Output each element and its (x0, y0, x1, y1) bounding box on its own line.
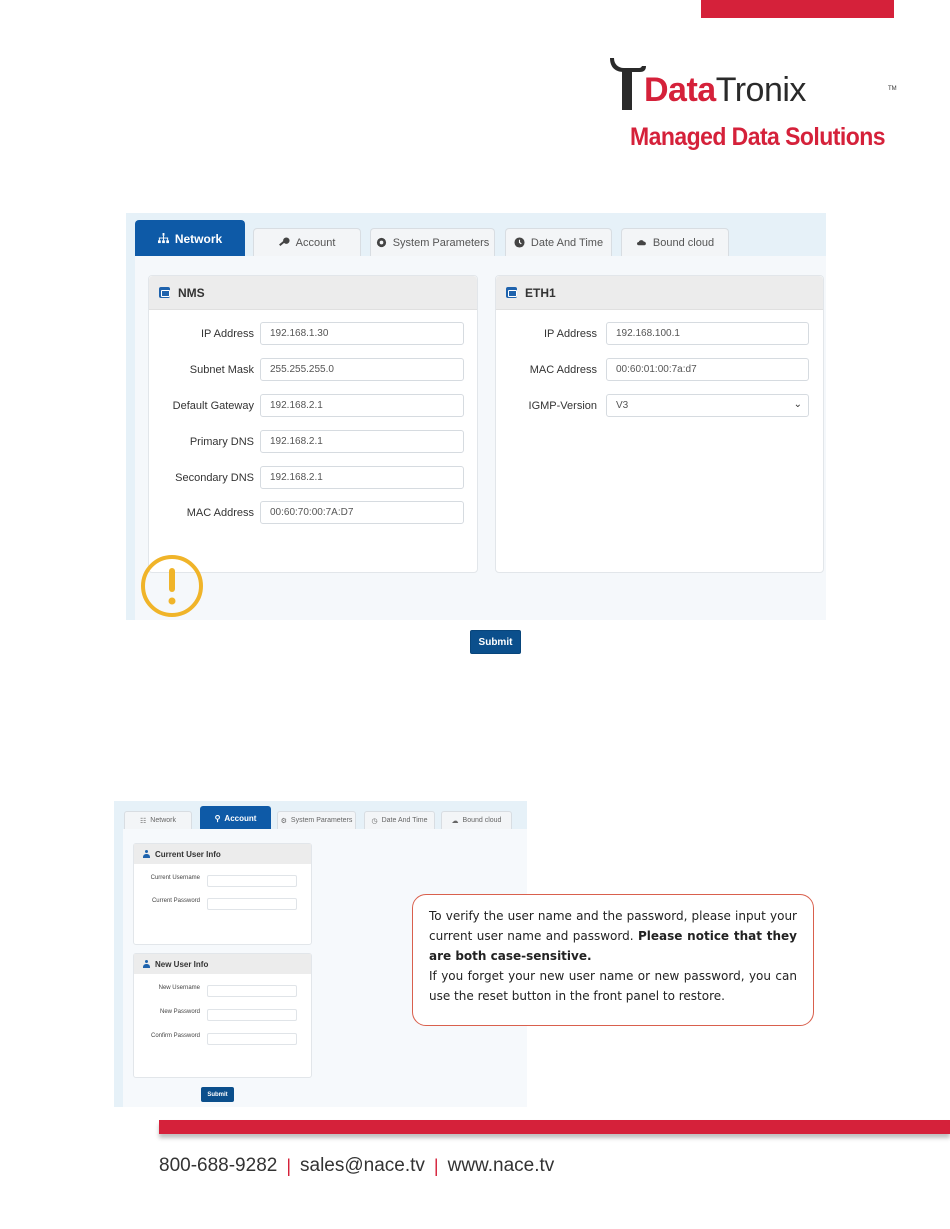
logo-tagline: Managed Data Solutions (630, 123, 885, 151)
separator: | (286, 1155, 292, 1176)
tab-label: Bound cloud (652, 236, 715, 249)
field-label: New Username (158, 985, 200, 991)
new-password-input[interactable] (207, 1009, 297, 1021)
eth1-ip-address-row (496, 322, 597, 345)
submit-button[interactable]: Submit (201, 1087, 234, 1102)
monitor-icon (506, 287, 517, 298)
confirm-password-row (134, 1033, 200, 1045)
field-label: Default Gateway (172, 399, 254, 412)
monitor-icon (159, 287, 170, 298)
new-user-panel-header (134, 954, 311, 974)
field-label: Subnet Mask (189, 363, 254, 376)
tab-label: Bound cloud (462, 817, 502, 824)
user-icon (143, 850, 150, 858)
nms-ip-address-row (149, 322, 254, 345)
field-label: IP Address (544, 327, 597, 340)
nms-primary-dns-row (149, 430, 254, 453)
panel-title: NMS (178, 285, 205, 300)
callout-text: To verify the user name and the password, please input your current user name and password. (429, 909, 797, 943)
sitemap-icon (158, 233, 169, 244)
nms-secondary-dns-input[interactable]: 192.168.2.1 (260, 466, 464, 489)
current-username-input[interactable] (207, 875, 297, 887)
footer-accent-bar (159, 1120, 950, 1134)
field-label: IGMP-Version (528, 399, 597, 412)
confirm-password-input[interactable] (207, 1033, 297, 1045)
nms-panel-header (149, 276, 477, 310)
nms-subnet-mask-input[interactable]: 255.255.255.0 (260, 358, 464, 381)
field-label: Primary DNS (189, 435, 254, 448)
tab-label: System Parameters (290, 817, 353, 824)
tab-label: Account (224, 813, 257, 823)
separator: | (433, 1155, 439, 1176)
current-password-input[interactable] (207, 898, 297, 910)
sitemap-icon: ☷ (140, 817, 147, 825)
nms-ip-address-input[interactable]: 192.168.1.30 (260, 322, 464, 345)
email-link[interactable]: sales@nace.tv (300, 1155, 425, 1176)
top-accent-bar (701, 0, 894, 18)
nms-panel (148, 275, 478, 573)
tab-label: Network (174, 231, 223, 246)
cloud-icon: ☁ (451, 817, 459, 825)
new-username-input[interactable] (207, 985, 297, 997)
user-icon (143, 960, 150, 968)
igmp-version-select[interactable] (606, 394, 809, 417)
current-user-panel (133, 843, 312, 945)
nms-default-gateway-row (149, 394, 254, 417)
nms-subnet-mask-row (149, 358, 254, 381)
field-label: New Password (159, 1009, 200, 1015)
field-label: MAC Address (186, 506, 254, 519)
field-label: Current Password (151, 898, 200, 904)
tab-label: Network (150, 817, 176, 824)
tab-label: Account (295, 236, 336, 249)
key-icon: ⚲ (214, 813, 221, 823)
clock-icon: ◷ (371, 817, 378, 825)
submit-button[interactable]: Submit (470, 630, 521, 654)
website-link[interactable]: www.nace.tv (447, 1155, 555, 1176)
callout-bold-text: Please notice that they are both case-sensitive. (429, 929, 797, 963)
chevron-down-icon: ⌄ (793, 399, 802, 410)
tab-bar (135, 220, 826, 256)
datatronix-logo (606, 52, 896, 152)
tab-bound-cloud[interactable] (441, 811, 512, 829)
callout-paragraph-2: If you forget your new user name or new password, you can use the reset button in the front panel to restore. (429, 969, 797, 1003)
field-label: Secondary DNS (175, 471, 254, 484)
tab-date-and-time[interactable] (505, 228, 612, 256)
clock-icon (514, 237, 525, 248)
nms-default-gateway-input[interactable]: 192.168.2.1 (260, 394, 464, 417)
tab-system-parameters[interactable] (370, 228, 495, 256)
tab-system-parameters[interactable] (277, 811, 356, 829)
current-password-row (134, 898, 200, 910)
eth1-mac-address-input[interactable]: 00:60:01:00:7a:d7 (606, 358, 809, 381)
account-note-callout (412, 894, 814, 1026)
field-label: IP Address (201, 327, 254, 340)
tab-account[interactable] (200, 806, 271, 829)
nms-mac-address-input[interactable]: 00:60:70:00:7A:D7 (260, 501, 464, 524)
tab-label: Date And Time (530, 236, 604, 249)
footer-contact (159, 1155, 554, 1177)
new-password-row (134, 1009, 200, 1021)
phone-number: 800-688-9282 (159, 1155, 278, 1176)
field-label: MAC Address (529, 363, 597, 376)
warning-icon (140, 556, 204, 616)
nms-primary-dns-input[interactable]: 192.168.2.1 (260, 430, 464, 453)
tab-label: Date And Time (381, 817, 428, 824)
current-user-panel-header (134, 844, 311, 864)
cloud-icon (636, 237, 647, 248)
nms-mac-address-row (149, 501, 254, 524)
callout-paragraph-1 (429, 906, 797, 966)
panel-title: New User Info (155, 959, 209, 969)
trademark-mark: TM (888, 86, 897, 92)
eth1-panel (495, 275, 824, 573)
nms-secondary-dns-row (149, 466, 254, 489)
eth1-ip-address-input[interactable]: 192.168.100.1 (606, 322, 809, 345)
tab-label: System Parameters (392, 236, 490, 249)
eth1-mac-address-row (496, 358, 597, 381)
field-label: Current Username (150, 875, 200, 881)
eth1-panel-header (496, 276, 823, 310)
panel-title: ETH1 (525, 285, 556, 300)
bull-horn-logo-icon (608, 54, 648, 110)
new-user-panel (133, 953, 312, 1078)
gear-icon (376, 237, 387, 248)
key-icon (279, 237, 290, 248)
tab-account[interactable] (253, 228, 361, 256)
tab-date-and-time[interactable] (364, 811, 435, 829)
panel-title: Current User Info (155, 849, 221, 859)
eth1-igmp-version-row (496, 394, 597, 417)
network-tab-content (135, 256, 826, 648)
select-value: V3 (616, 400, 629, 411)
gear-icon: ⚙ (280, 817, 287, 825)
tab-network[interactable] (124, 811, 192, 829)
logo-wordmark: DataTronix (644, 71, 806, 109)
new-username-row (134, 985, 200, 997)
network-settings-screenshot (126, 213, 826, 648)
tab-bound-cloud[interactable] (621, 228, 729, 256)
tab-network[interactable] (135, 220, 245, 256)
current-username-row (134, 875, 200, 887)
field-label: Confirm Password (150, 1033, 200, 1039)
